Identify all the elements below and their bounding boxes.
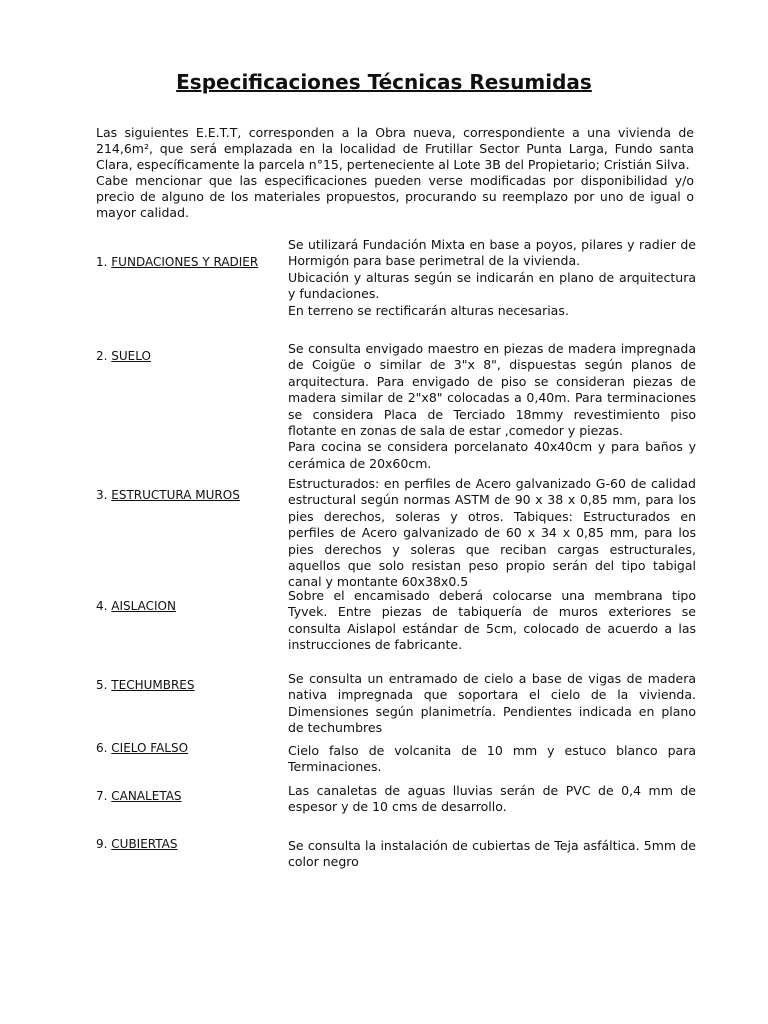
section-title: CIELO FALSO bbox=[111, 741, 189, 755]
section-desc-techumbres bbox=[288, 671, 696, 737]
section-desc-canaletas bbox=[288, 783, 696, 816]
section-title: CUBIERTAS bbox=[111, 837, 178, 851]
desc-paragraph: Se consulta la instalación de cubiertas de Teja asfáltica. 5mm de color negro bbox=[288, 838, 696, 870]
desc-paragraph: Se consulta un entramado de cielo a base de vigas de madera nativa impregnada que soportara el cielo de la vivienda. Dimensiones según planimetría. Pendientes indicada en plano de techumbres bbox=[288, 671, 696, 736]
desc-paragraph: En terreno se rectificarán alturas necesarias. bbox=[288, 302, 569, 318]
section-number: 6. bbox=[96, 741, 108, 755]
section-number: 2. bbox=[96, 349, 108, 363]
section-label-aislacion bbox=[96, 598, 176, 614]
desc-paragraph: Sobre el encamisado deberá colocarse una membrana tipo Tyvek. Entre piezas de tabiquería de muros exteriores se consulta Aislapol estándar de 5cm, colocado de acuerdo a las instrucciones de fabricante. bbox=[288, 588, 696, 653]
section-desc-cielo-falso bbox=[288, 743, 696, 776]
section-label-suelo bbox=[96, 348, 151, 364]
desc-paragraph: Para cocina se considera porcelanato 40x40cm y para baños y cerámica de 20x60cm. bbox=[288, 439, 696, 471]
desc-paragraph: Las canaletas de aguas lluvias serán de PVC de 0,4 mm de espesor y de 10 cms de desarrollo. bbox=[288, 783, 696, 815]
section-desc-suelo bbox=[288, 341, 696, 472]
section-title: FUNDACIONES Y RADIER bbox=[111, 255, 259, 269]
section-label-cielo-falso bbox=[96, 740, 188, 756]
section-desc-cubiertas bbox=[288, 838, 696, 871]
desc-paragraph: Se utilizará Fundación Mixta en base a poyos, pilares y radier de Hormigón para base perimetral de la vivienda. bbox=[288, 237, 696, 269]
section-label-techumbres bbox=[96, 677, 195, 693]
desc-paragraph: Estructurados: en perfiles de Acero galvanizado G-60 de calidad estructural según normas ASTM de 90 x 38 x 0,85 mm, para los pies derechos, soleras y otros. Tabiques: Estructurados en perfiles de Acero galvanizado de 60 x 34 x 0,85 mm, para los pies derechos y soleras que reciban cargas estructurales, aquellos que solo resistan peso propio serán del tipo tabigal canal y montante 60x38x0.5 bbox=[288, 476, 696, 590]
intro-paragraph: Cabe mencionar que las especificaciones pueden verse modificadas por disponibilidad y/o precio de alguno de los materiales propuestos, procurando su reemplazo por uno de igual o mayor calidad. bbox=[96, 173, 694, 220]
section-desc-estructura-muros bbox=[288, 476, 696, 591]
section-label-fundaciones bbox=[96, 254, 258, 270]
desc-paragraph: Ubicación y alturas según se indicarán en plano de arquitectura y fundaciones. bbox=[288, 269, 696, 302]
section-label-cubiertas bbox=[96, 836, 178, 852]
document-title: Especificaciones Técnicas Resumidas bbox=[176, 70, 592, 94]
section-title: CANALETAS bbox=[111, 789, 182, 803]
section-label-estructura-muros bbox=[96, 487, 240, 503]
desc-paragraph: Se consulta envigado maestro en piezas de madera impregnada de Coigüe o similar de 3"x 8", dispuestas según planos de arquitectura. Para envigado de piso se consideran piezas de madera similar de 2"x8" colocadas a 0,40m. Para terminaciones se considera Placa de Terciado 18mmy revestimiento piso flotante en zonas de sala de estar ,comedor y piezas. bbox=[288, 341, 696, 439]
section-number: 5. bbox=[96, 678, 108, 692]
section-title: SUELO bbox=[111, 349, 151, 363]
section-title: ESTRUCTURA MUROS bbox=[111, 488, 240, 502]
section-title: TECHUMBRES bbox=[111, 678, 195, 692]
section-label-canaletas bbox=[96, 788, 182, 804]
section-title: AISLACION bbox=[111, 599, 176, 613]
intro-paragraph: Las siguientes E.E.T.T, corresponden a la Obra nueva, correspondiente a una vivienda de 214,6m², que será emplazada en la localidad de Frutillar Sector Punta Larga, Fundo santa Clara, específicamente la parcela n°15, perteneciente al Lote 3B del Propietario; Cristián Silva. bbox=[96, 125, 694, 172]
section-desc-aislacion bbox=[288, 588, 696, 654]
section-number: 3. bbox=[96, 488, 108, 502]
section-desc-fundaciones bbox=[288, 237, 696, 319]
section-number: 4. bbox=[96, 599, 108, 613]
section-number: 1. bbox=[96, 255, 108, 269]
section-number: 9. bbox=[96, 837, 108, 851]
intro-block bbox=[96, 125, 694, 221]
desc-paragraph: Cielo falso de volcanita de 10 mm y estuco blanco para Terminaciones. bbox=[288, 743, 696, 775]
section-number: 7. bbox=[96, 789, 108, 803]
